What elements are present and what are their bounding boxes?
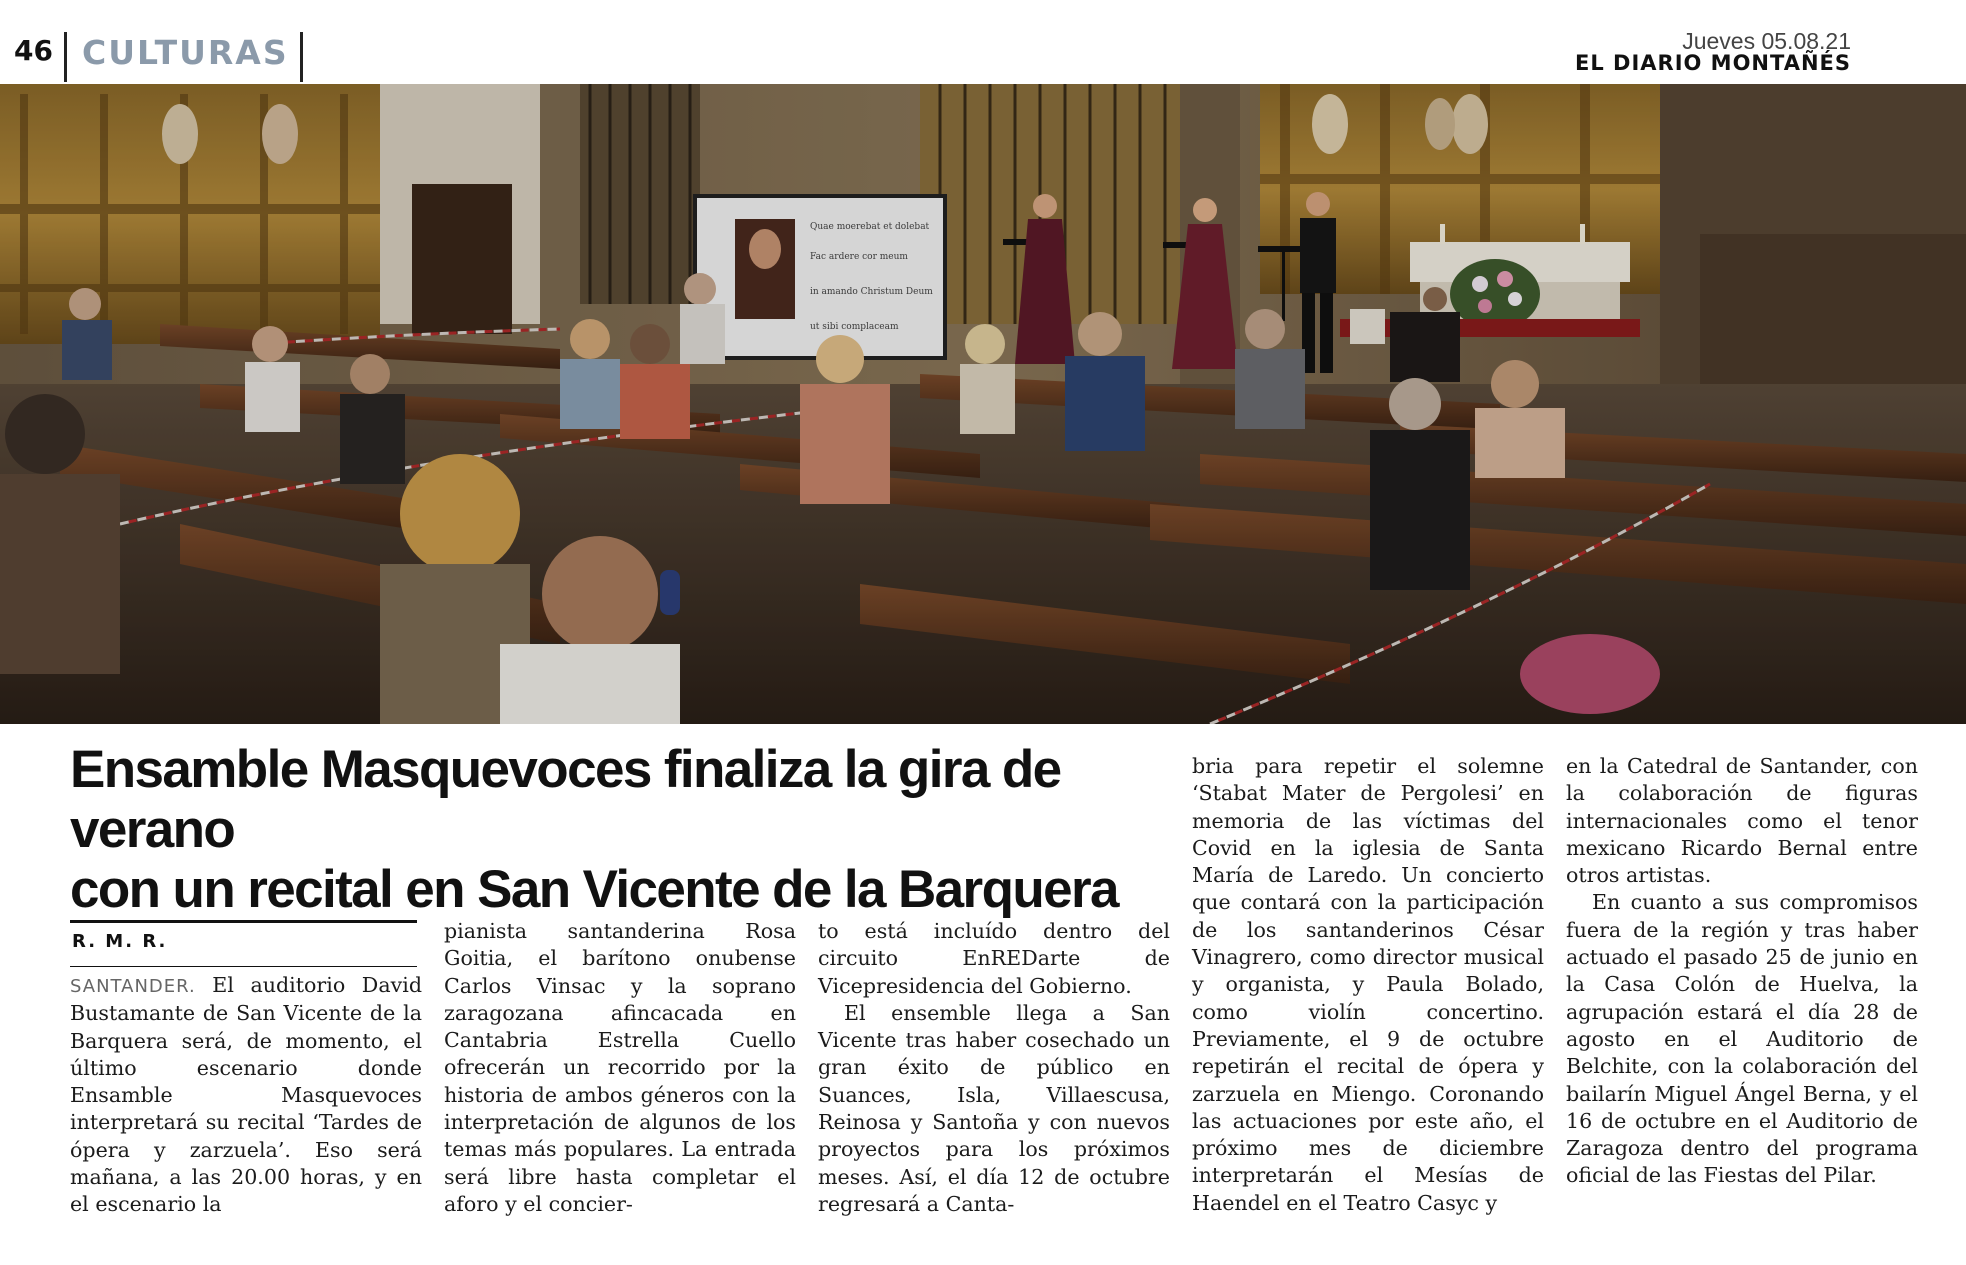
headline-line: Ensamble Masquevoces finaliza la gira de verano <box>70 740 1061 859</box>
masthead: EL DIARIO MONTAÑÉS <box>1575 51 1851 75</box>
article-column-3 <box>818 918 1170 1218</box>
article-column-1 <box>70 972 422 1219</box>
article-column-2 <box>444 918 796 1218</box>
body-text: bria para repetir el solemne ‘Stabat Mater de Pergolesi’ en memoria de las víctimas del Covid en la iglesia de Santa María de Laredo. Un concierto que contará con la participación de los santanderinos César Vinagrero, como director musical y organista, y Paula Bolado, como violín concertino. Previamente, el 9 de octubre repetirán el recital de ópera y zarzuela en Miengo. Coronando las actuaciones por este año, el próximo mes de diciembre interpretarán el Mesías de Haendel en el Teatro Casyc y <box>1192 754 1544 1215</box>
article-photo <box>0 84 1966 724</box>
body-text: En cuanto a sus compromisos fuera de la región y tras haber actuado el pasado 25 de junio en la Casa Colón de Huelva, la agrupación estará el día 28 de agosto en el Auditorio de Belchite, con la colaboración del bailarín Miguel Ángel Berna, y el 16 de octubre en el Auditorio de Zaragoza dentro del programa oficial de las Fiestas del Pilar. <box>1566 890 1918 1188</box>
header-divider <box>64 32 67 82</box>
body-text: El ensemble llega a San Vicente tras haber cosechado un gran éxito de público en Suances, Isla, Villaescusa, Reinosa y Santoña y con nuevos proyectos para los próximos meses. Así, el día 12 de octubre regresará a Canta- <box>818 1000 1170 1216</box>
byline: R. M. R. <box>72 931 168 952</box>
body-text: en la Catedral de Santander, con la colaboración de figuras internacionales como el tenor mexicano Ricardo Bernal entre otros artistas. <box>1566 754 1918 888</box>
screen-text: ut sibi complaceam <box>810 322 899 332</box>
body-text: to está incluído dentro del circuito EnREDarte de Vicepresidencia del Gobierno. <box>818 919 1170 998</box>
page-number: 46 <box>14 34 53 67</box>
screen-text: in amando Christum Deum <box>810 287 933 297</box>
issue-date: Jueves 05.08.21 <box>1682 28 1851 54</box>
body-text: pianista santanderina Rosa Goitia, el barítono onubense Carlos Vinsac y la soprano zaragozana afincacada en Cantabria Estrella Cuello ofrecerán un recorrido por la historia de ambos géneros con la interpretación de algunos de los temas más populares. La entrada será libre hasta completar el aforo y el concier- <box>444 919 796 1216</box>
byline-box <box>70 920 417 967</box>
dateline: SANTANDER. <box>70 976 196 997</box>
headline <box>70 740 1170 920</box>
header-divider <box>300 32 303 82</box>
article-column-5 <box>1566 753 1918 1190</box>
section-title: CULTURAS <box>82 33 289 72</box>
headline-line: con un recital en San Vicente de la Barquera <box>70 860 1118 919</box>
article-column-4 <box>1192 753 1544 1217</box>
screen-text: Quae moerebat et dolebat <box>810 222 930 232</box>
screen-text: Fac ardere cor meum <box>810 252 908 262</box>
body-text: El auditorio David Bustamante de San Vicente de la Barquera será, de momento, el último escenario donde Ensamble Masquevoces interpretará su recital ‘Tardes de ópera y zarzuela’. Eso será mañana, a las 20.00 horas, y en el escenario la <box>70 973 422 1217</box>
